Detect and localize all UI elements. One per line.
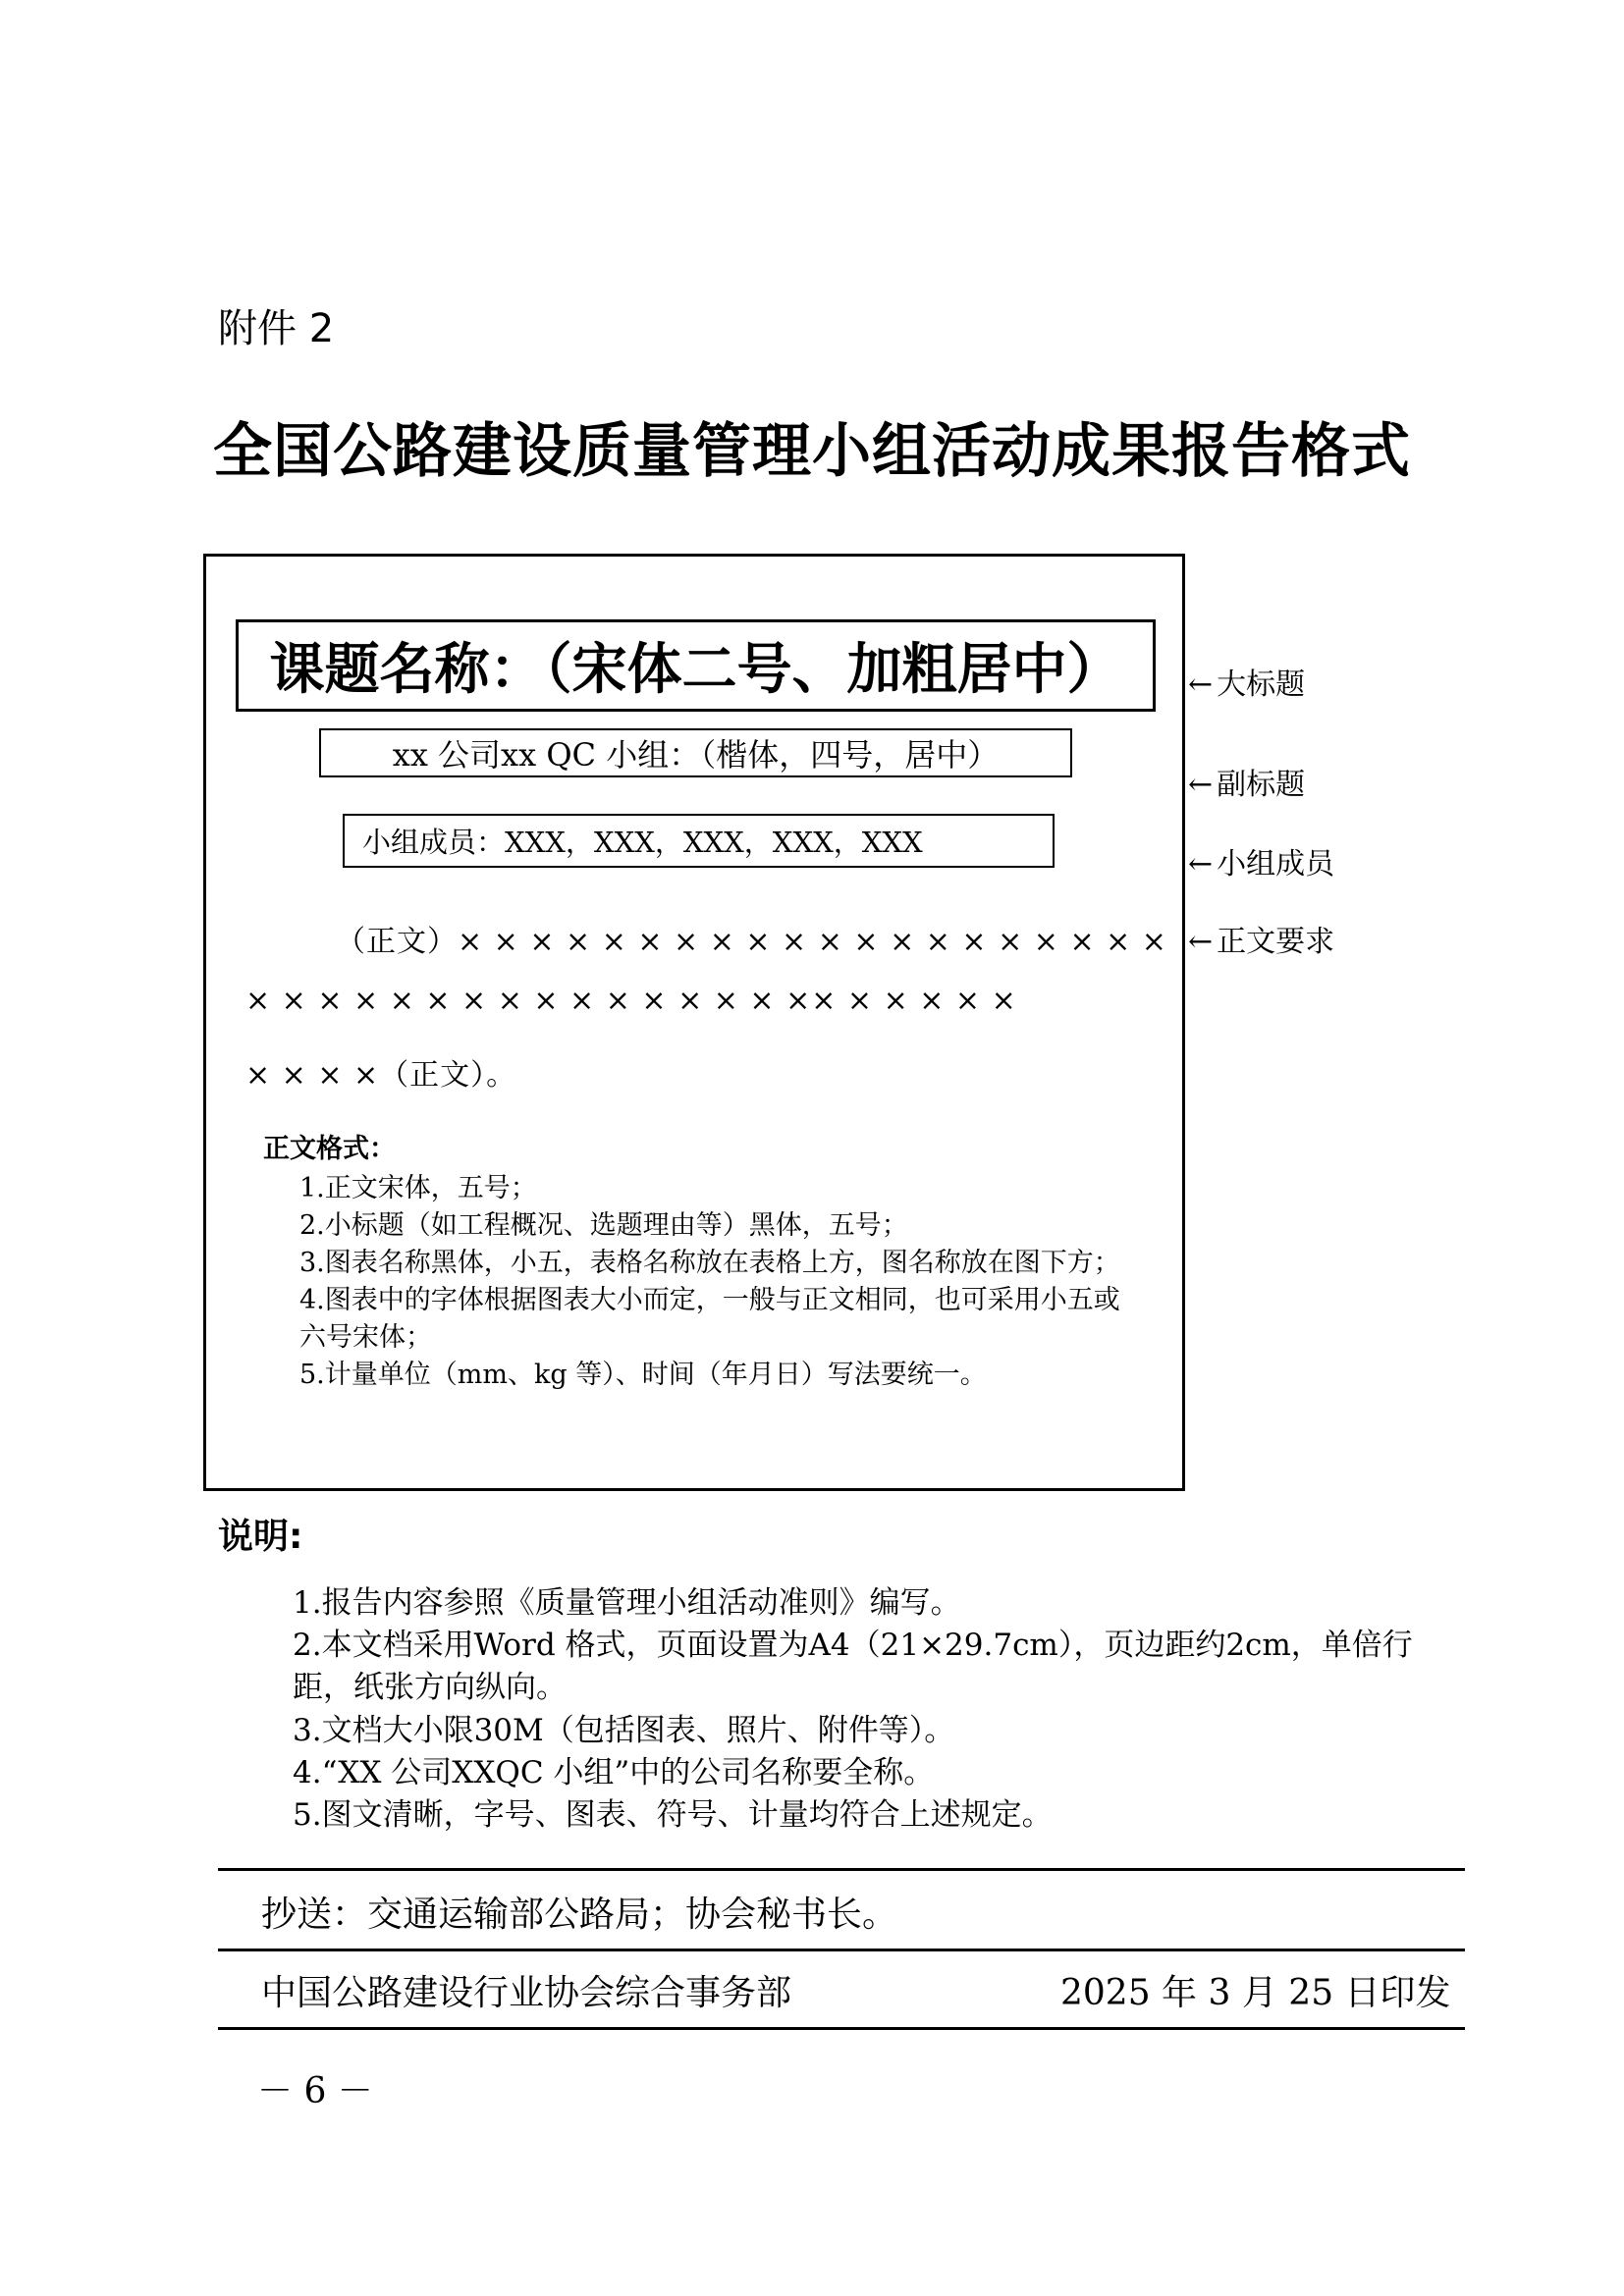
page-number: － 6 － bbox=[257, 2071, 373, 2111]
note-item-1: 1.报告内容参照《质量管理小组活动准则》编写。 bbox=[293, 1585, 961, 1621]
side-label-main-title bbox=[1188, 660, 1305, 703]
footer-rule-middle bbox=[218, 1949, 1465, 1951]
side-label-members bbox=[1188, 839, 1334, 882]
format-item-5: 5.计量单位（mm、kg 等）、时间（年月日）写法要统一。 bbox=[299, 1360, 987, 1390]
topic-title-box bbox=[236, 619, 1156, 712]
attachment-label: 附件 2 bbox=[218, 306, 335, 351]
left-arrow-icon: ← bbox=[1188, 667, 1214, 702]
note-item-5: 5.图文清晰，字号、图表、符号、计量均符合上述规定。 bbox=[293, 1797, 1053, 1833]
format-heading: 正文格式： bbox=[263, 1134, 396, 1164]
members-text: 小组成员：XXX，XXX，XXX，XXX，XXX bbox=[362, 826, 923, 859]
side-label-text: 副标题 bbox=[1217, 768, 1306, 802]
document-title: 全国公路建设质量管理小组活动成果报告格式 bbox=[213, 417, 1411, 486]
left-arrow-icon: ← bbox=[1188, 768, 1214, 802]
format-item-4-cont: 六号宋体； bbox=[299, 1322, 432, 1353]
note-item-2-cont: 距，纸张方向纵向。 bbox=[293, 1670, 567, 1705]
side-label-text: 正文要求 bbox=[1217, 925, 1335, 959]
format-item-1: 1.正文宋体，五号； bbox=[299, 1173, 537, 1203]
subtitle-text: xx 公司xx QC 小组：（楷体，四号，居中） bbox=[392, 736, 1000, 774]
format-item-2: 2.小标题（如工程概况、选题理由等）黑体，五号； bbox=[299, 1210, 908, 1241]
topic-title-text: 课题名称：（宋体二号、加粗居中） bbox=[269, 637, 1122, 702]
note-item-3: 3.文档大小限30M（包括图表、照片、附件等）。 bbox=[293, 1713, 955, 1748]
side-label-subtitle bbox=[1188, 760, 1305, 803]
format-item-3: 3.图表名称黑体，小五，表格名称放在表格上方，图名称放在图下方； bbox=[299, 1248, 1120, 1278]
format-item-4: 4.图表中的字体根据图表大小而定，一般与正文相同，也可采用小五或 bbox=[299, 1285, 1120, 1315]
members-box bbox=[343, 814, 1055, 868]
subtitle-box bbox=[319, 728, 1072, 777]
left-arrow-icon: ← bbox=[1188, 925, 1214, 959]
body-line-2: × × × × × × × × × × × × × × × ×× × × × × × bbox=[245, 984, 1017, 1018]
side-label-body bbox=[1188, 917, 1334, 960]
cc-line: 抄送：交通运输部公路局；协会秘书长。 bbox=[261, 1895, 898, 1935]
footer-rule-top bbox=[218, 1868, 1465, 1871]
footer-rule-bottom bbox=[218, 2027, 1465, 2030]
issue-date: 2025 年 3 月 25 日印发 bbox=[1060, 1973, 1451, 2013]
side-label-text: 大标题 bbox=[1217, 667, 1306, 702]
notes-heading: 说明: bbox=[218, 1517, 303, 1557]
note-item-4: 4.“XX 公司XXQC 小组”中的公司名称要全称。 bbox=[293, 1755, 935, 1790]
issuer: 中国公路建设行业协会综合事务部 bbox=[261, 1973, 792, 2013]
side-label-text: 小组成员 bbox=[1217, 847, 1335, 881]
body-line-1: （正文）× × × × × × × × × × × × × × × × × × × × bbox=[336, 925, 1167, 959]
note-item-2: 2.本文档采用Word 格式，页面设置为A4（21×29.7cm），页边距约2cm，单倍行 bbox=[293, 1628, 1413, 1663]
left-arrow-icon: ← bbox=[1188, 847, 1214, 881]
body-line-3: × × × ×（正文）。 bbox=[245, 1058, 517, 1093]
